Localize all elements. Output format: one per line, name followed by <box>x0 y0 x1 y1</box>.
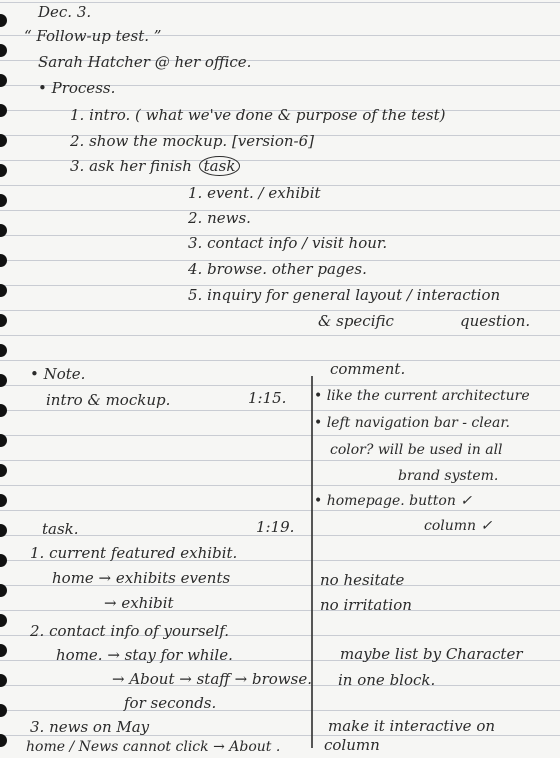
comment-line: brand system. <box>398 468 499 484</box>
binding-hole <box>0 44 7 57</box>
task-item-cont: & specific <box>318 312 394 330</box>
comment-heading: comment. <box>330 360 406 378</box>
column-divider <box>311 376 313 748</box>
binding-hole <box>0 104 7 117</box>
comment-line: make it interactive on <box>328 717 496 735</box>
observation-line: for seconds. <box>124 694 217 712</box>
process-step: 3. ask her finish <box>70 157 192 175</box>
binding-hole <box>0 374 7 387</box>
task-item: 1. event. / exhibit <box>188 184 321 202</box>
binding-hole <box>0 524 7 537</box>
binding-hole <box>0 674 7 687</box>
observation-line: 2. contact info of yourself. <box>30 622 229 640</box>
comment-line: • left navigation bar - clear. <box>314 415 510 431</box>
observation-line: 1. current featured exhibit. <box>30 544 238 562</box>
task-item: 4. browse. other pages. <box>188 260 367 278</box>
binding-hole <box>0 554 7 567</box>
binding-hole <box>0 614 7 627</box>
comment-line: column ✓ <box>424 518 493 534</box>
comment-line: no hesitate <box>320 571 405 589</box>
process-step-3 <box>70 157 240 175</box>
binding-hole <box>0 584 7 597</box>
binding-hole <box>0 464 7 477</box>
binding-hole <box>0 734 7 747</box>
binding-hole <box>0 494 7 507</box>
task-item-cont: question. <box>460 312 531 330</box>
comment-line: in one block. <box>338 671 436 689</box>
task-item: 2. news. <box>188 209 251 227</box>
binding-hole <box>0 434 7 447</box>
observation-line: → About → staff → browse. <box>112 670 312 688</box>
process-step: 2. show the mockup. [version-6] <box>70 132 314 150</box>
binding-hole <box>0 224 7 237</box>
binding-hole <box>0 14 7 27</box>
observation-line: 3. news on May <box>30 718 150 736</box>
binding-hole <box>0 644 7 657</box>
spiral-binding <box>0 0 8 758</box>
binding-hole <box>0 164 7 177</box>
observation-line: → exhibit <box>104 594 174 612</box>
binding-hole <box>0 404 7 417</box>
binding-hole <box>0 134 7 147</box>
intro-time: 1:15. <box>248 389 287 407</box>
circled-word: task <box>199 156 241 176</box>
comment-line: • homepage. button ✓ <box>314 493 473 509</box>
comment-line: color? will be used in all <box>330 442 503 458</box>
process-heading: • Process. <box>38 79 116 97</box>
binding-hole <box>0 704 7 717</box>
note-title: “ Follow-up test. ” <box>24 27 162 45</box>
comment-line: column <box>324 736 380 754</box>
binding-hole <box>0 314 7 327</box>
observation-line: home. → stay for while. <box>56 646 233 664</box>
task-time: 1:19. <box>256 518 295 536</box>
intro-label: intro & mockup. <box>46 391 171 409</box>
process-step: 1. intro. ( what we've done & purpose of the test) <box>70 106 446 124</box>
binding-hole <box>0 344 7 357</box>
task-item: 5. inquiry for general layout / interaction <box>188 286 501 304</box>
binding-hole <box>0 254 7 267</box>
observation-line: home → exhibits events <box>52 569 231 587</box>
comment-line: maybe list by Character <box>340 645 523 663</box>
binding-hole <box>0 74 7 87</box>
observation-line: home / News cannot click → About . <box>26 739 281 755</box>
task-item: 3. contact info / visit hour. <box>188 234 388 252</box>
comment-line: no irritation <box>320 596 412 614</box>
comment-line: • like the current architecture <box>314 388 530 404</box>
note-date: Dec. 3. <box>38 3 92 21</box>
binding-hole <box>0 284 7 297</box>
note-heading: • Note. <box>30 365 86 383</box>
task-label: task. <box>42 520 79 538</box>
participant-line: Sarah Hatcher @ her office. <box>38 53 252 71</box>
binding-hole <box>0 194 7 207</box>
